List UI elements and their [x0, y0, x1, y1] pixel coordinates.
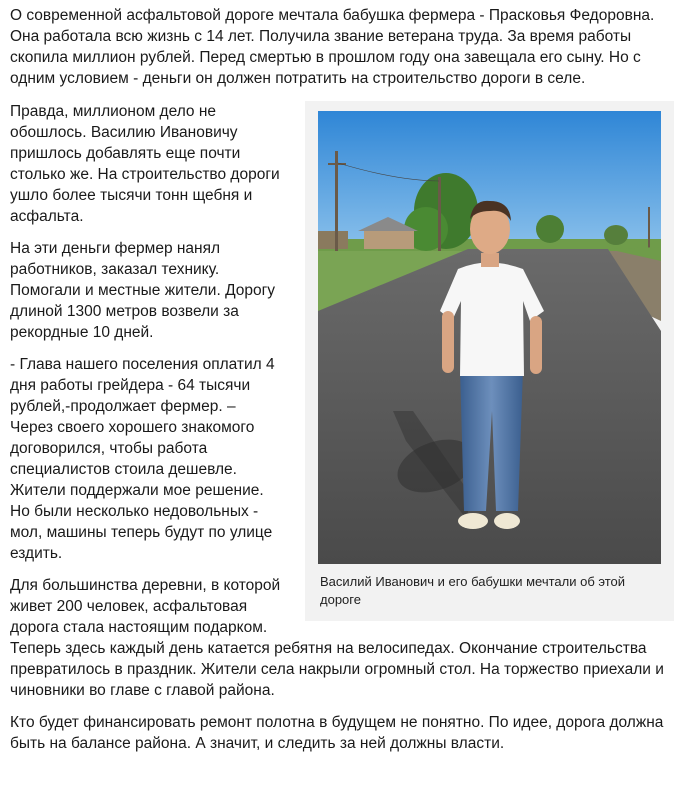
photo-farmer-on-road [318, 111, 661, 564]
photo-figure [305, 101, 674, 621]
intro-paragraph: О современной асфальтовой дороге мечтала бабушка фермера - Прасковья Федоровна. Она работала всю жизнь с 14 лет. Получила звание ветерана труда. За время работы скопила миллион рублей. Перед смертью в прошлом году она завещала его сыну. Но с одним условием - деньги он должен потратить на строительство дороги в селе. [10, 7, 655, 87]
paragraph-4: Для большинства деревни, в которой живет 200 человек, асфальтовая дорога стала настоящим подарком. Теперь здесь каждый день катается ребятня на велосипедах. Окончание строительства превратилось в праздник. Жители села накрыли огромный стол. На торжество приехали и чиновники во главе с главой района. [10, 577, 664, 699]
paragraph-1: Правда, миллионом дело не обошлось. Василию Ивановичу пришлось добавлять еще почти столько же. На строительство дороги ушло более тысячи тонн щебня и асфальта. [10, 103, 280, 225]
article [10, 0, 674, 765]
paragraph-2: На эти деньги фермер нанял работников, заказал технику. Помогали и местные жители. Дорогу длиной 1300 метров возвели за рекордные 10 дней. [10, 240, 276, 341]
paragraph-3: - Глава нашего поселения оплатил 4 дня работы грейдера - 64 тысячи рублей,-продолжает фермер. – Через своего хорошего знакомого договорился, чтобы работа специалистов стоила дешевле. Жители поддержали мое решение. Но были несколько недовольных - мол, машины теперь будут по улице ездить. [10, 356, 275, 562]
paragraph-5: Кто будет финансировать ремонт полотна в будущем не понятно. По идее, дорога должна быть на балансе района. А значит, и следить за ней должны власти. [10, 714, 664, 752]
photo-caption: Василий Иванович и его бабушки мечтали об этой дороге [320, 574, 626, 607]
